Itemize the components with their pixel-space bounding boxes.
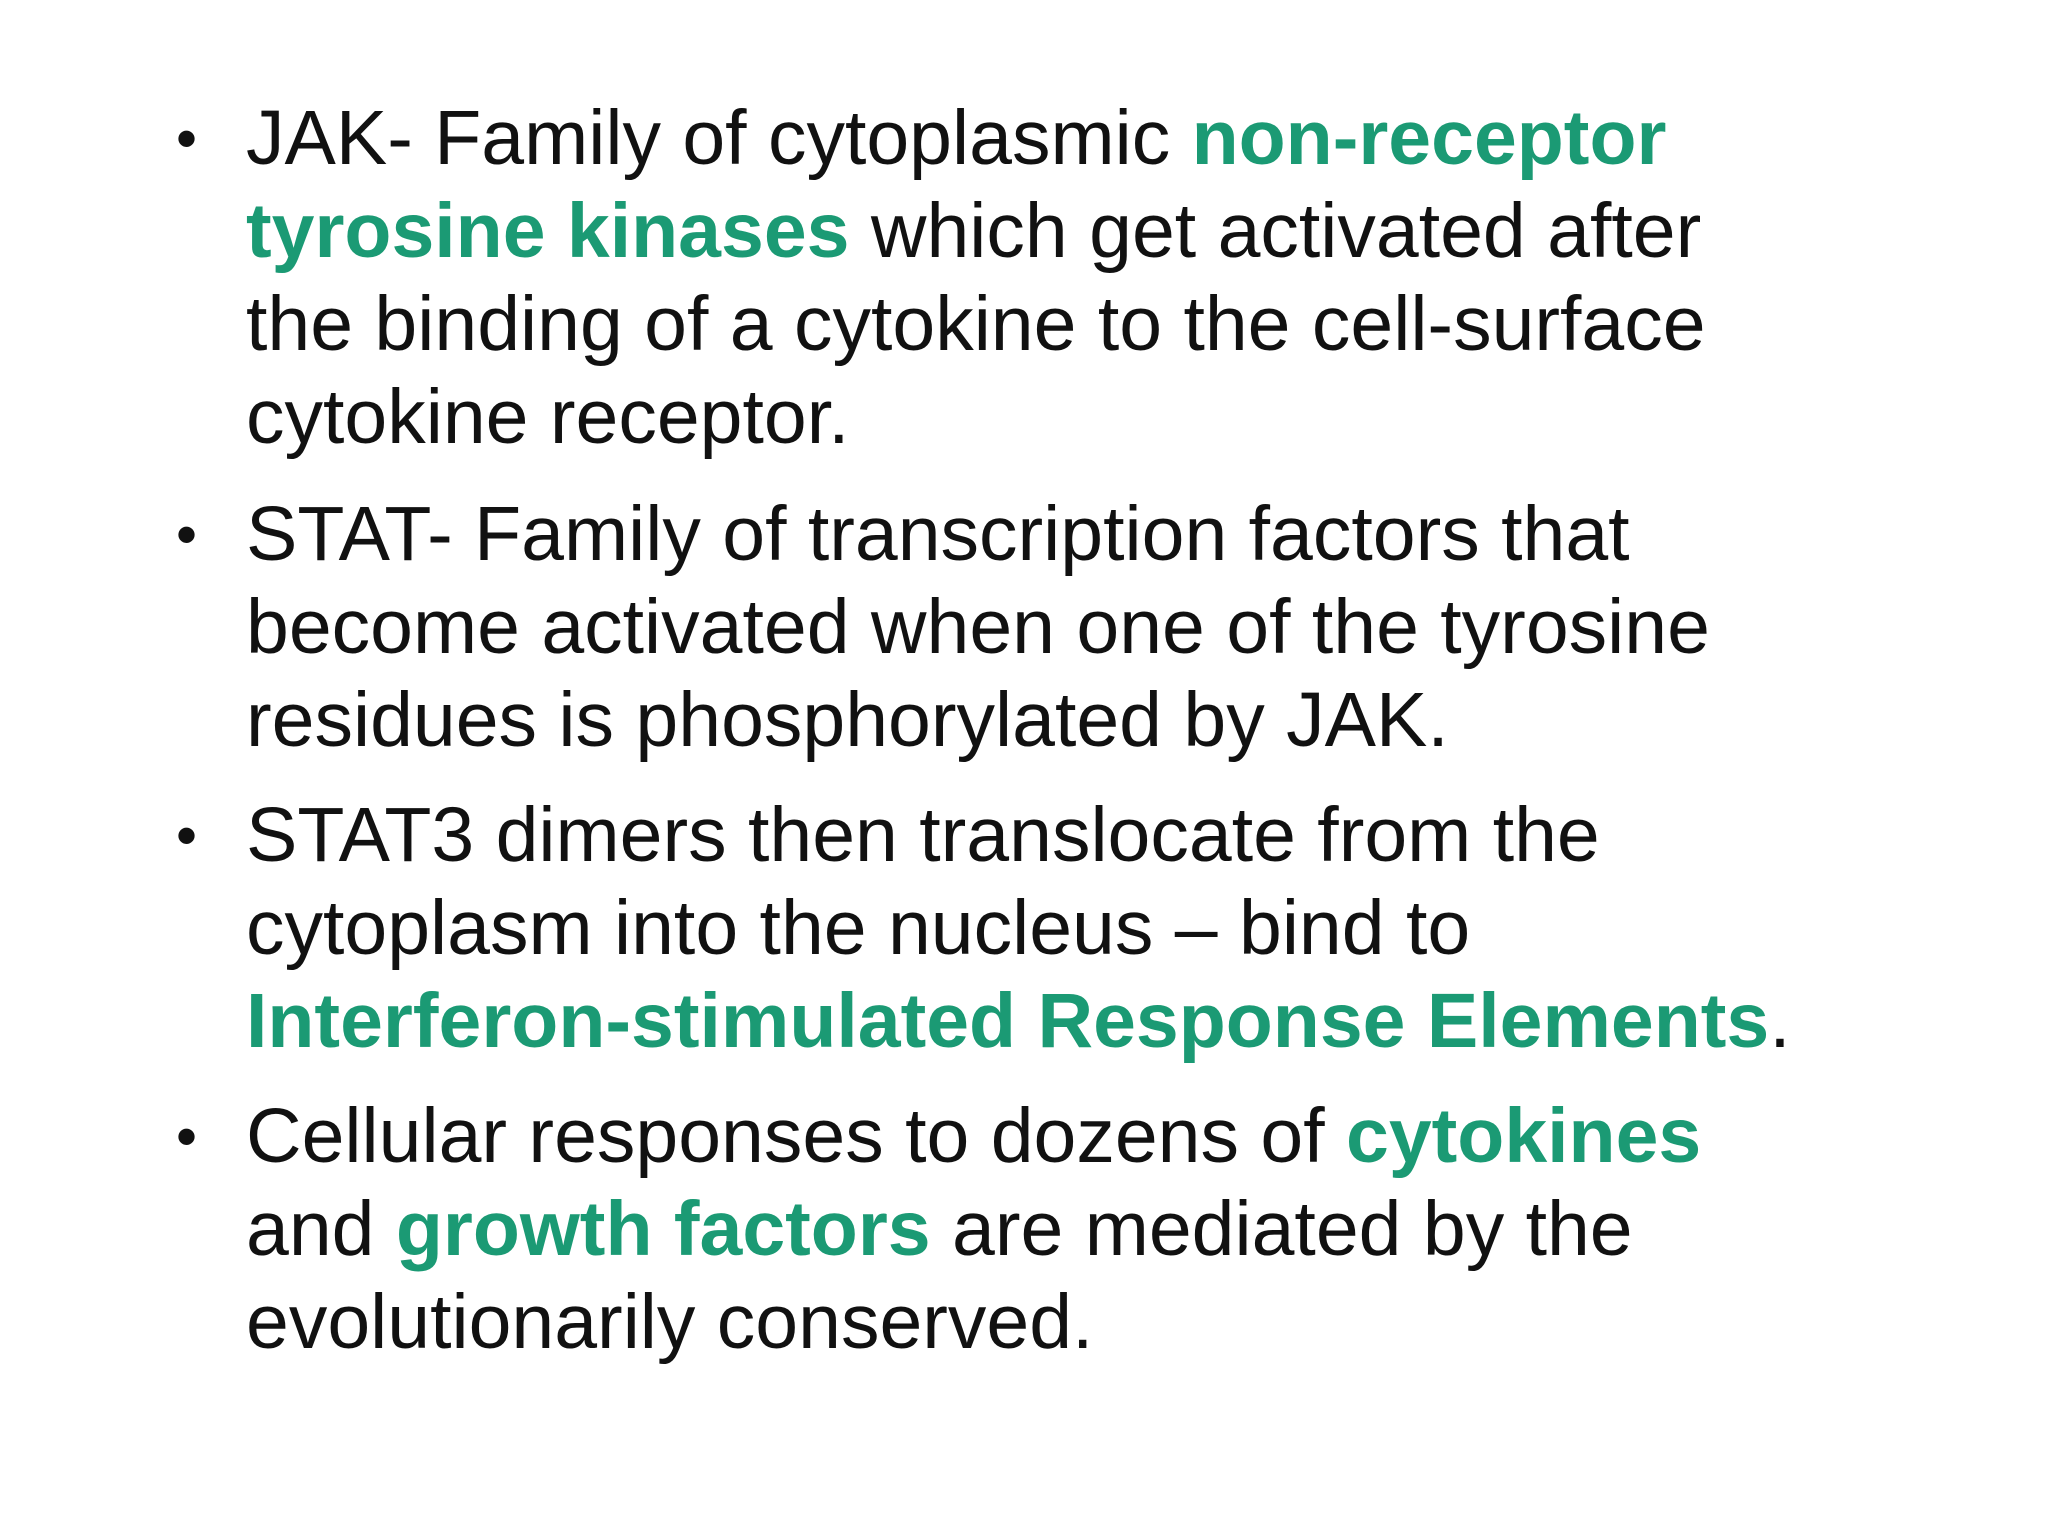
bullet-dot-icon: • (176, 802, 198, 869)
text-run: become activated when one of the tyrosine (246, 584, 1710, 670)
text-run: . (1769, 978, 1791, 1064)
bullet-dot-icon: • (176, 1103, 198, 1170)
bullet-list (176, 92, 1976, 1393)
text-line (246, 488, 1976, 581)
text-line (246, 975, 1976, 1068)
highlighted-term: growth factors (395, 1186, 931, 1272)
text-line (246, 1090, 1976, 1183)
text-run: cytokine receptor. (246, 374, 850, 460)
text-run: the binding of a cytokine to the cell-surface (246, 281, 1706, 367)
text-run: STAT- Family of transcription factors that (246, 491, 1630, 577)
text-line (246, 789, 1976, 882)
text-run: and (246, 1186, 396, 1272)
bullet-dot-icon: • (176, 105, 198, 172)
bullet-item-cellular-responses (176, 1090, 1976, 1369)
text-line (246, 674, 1976, 767)
bullet-dot-icon: • (176, 501, 198, 568)
text-line (246, 1276, 1976, 1369)
text-run: evolutionarily conserved. (246, 1279, 1094, 1365)
text-run: which get activated after (849, 188, 1702, 274)
text-line (246, 185, 1976, 278)
bullet-item-jak (176, 92, 1976, 464)
text-line (246, 581, 1976, 674)
highlighted-term: Interferon-stimulated Response Elements (246, 978, 1770, 1064)
bullet-item-stat3 (176, 789, 1976, 1068)
text-line (246, 1183, 1976, 1276)
highlighted-term: cytokines (1346, 1093, 1702, 1179)
text-line (246, 371, 1976, 464)
text-line (246, 278, 1976, 371)
highlighted-term: non-receptor (1191, 95, 1667, 181)
text-run: cytoplasm into the nucleus – bind to (246, 885, 1471, 971)
text-line (246, 92, 1976, 185)
text-run: JAK- Family of cytoplasmic (246, 95, 1192, 181)
bullet-item-stat (176, 488, 1976, 767)
highlighted-term: tyrosine kinases (246, 188, 850, 274)
text-line (246, 882, 1976, 975)
text-run: Cellular responses to dozens of (246, 1093, 1346, 1179)
text-run: are mediated by the (930, 1186, 1633, 1272)
text-run: STAT3 dimers then translocate from the (246, 792, 1600, 878)
text-run: residues is phosphorylated by JAK. (246, 677, 1449, 763)
